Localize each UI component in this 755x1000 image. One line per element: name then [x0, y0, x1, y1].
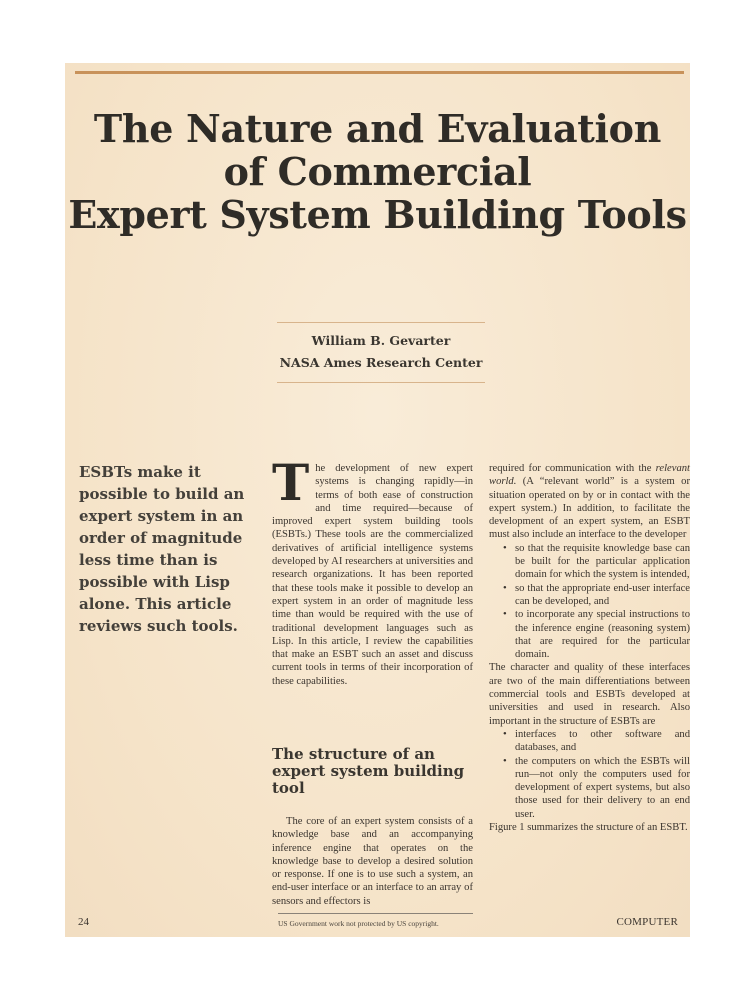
right-paragraph-3: Figure 1 summarizes the structure of an ESBT.: [489, 822, 688, 834]
journal-page: [65, 63, 690, 937]
right-paragraph-2: The character and quality of these interfaces are two of the main differentiations between commercial tools and ESBTs developed at universities and used in research. Also important in the structure of ESBTs are: [489, 662, 690, 727]
title-line-3: Expert System Building Tools: [68, 192, 687, 237]
intro-paragraph: [272, 453, 473, 688]
list-item-text: the computers on which the ESBTs will run—not only the computers used for development of expert systems, but also those used for their delivery to an end user.: [515, 755, 690, 820]
list-item-text: so that the appropriate end-user interface can be developed, and: [515, 582, 690, 607]
list-item-text: interfaces to other software and databases, and: [515, 728, 690, 754]
list-item: [503, 728, 690, 755]
list-item: [503, 582, 690, 609]
top-rule: [75, 71, 684, 74]
section-body: The core of an expert system consists of a knowledge base and an accompanying inference engine that operates on the knowledge base to develop a desired solution or response. If one is to use such a system, an end-user interface or an interface to an array of sensors and effectors is: [272, 816, 473, 907]
right-paragraph-1: [489, 462, 690, 542]
list-item: [503, 755, 690, 821]
byline-top-rule: [277, 322, 485, 323]
article-title: [65, 107, 690, 236]
bullet-icon: •: [503, 542, 507, 554]
developer-interface-list: [489, 542, 690, 662]
title-line-2: of Commercial: [223, 149, 532, 194]
list-item-text: so that the requisite knowledge base can be built for the particular application domain for which the system is intended,: [515, 542, 690, 581]
list-item: [503, 608, 690, 661]
title-line-1: The Nature and Evaluation: [93, 106, 662, 151]
intro-text: he development of new expert systems is changing rapidly—in terms of both ease of construction and time required—because of improved expert system building tools (ESBTs.) These tools are the commercialized derivatives of artificial intelligence systems developed by AI researchers at universities and research organizations. It has been reported that these tools make it possible to develop an expert system in an order of magnitude less time than would be required with the use of traditional development languages such as Lisp. In this article, I review the capabilities that make an ESBT such an asset and discuss current tools in terms of their incorporation of these capabilities.: [272, 463, 473, 687]
author-affiliation: NASA Ames Research Center: [279, 355, 483, 370]
author-name: William B. Gevarter: [311, 333, 451, 348]
bullet-icon: •: [503, 728, 507, 740]
para1-text-a: required for communication with the: [489, 463, 656, 474]
copyright-notice: US Government work not protected by US copyright.: [278, 919, 439, 928]
list-item: [503, 542, 690, 582]
byline: [277, 322, 485, 383]
footnote-rule: [278, 913, 473, 914]
bullet-icon: •: [503, 755, 507, 767]
pullquote: ESBTs make it possible to build an expert system in an order of magnitude less time than is possible with Lisp alone. This article reviews such tools.: [79, 463, 245, 635]
right-column: [489, 462, 690, 834]
page-number: 24: [78, 916, 89, 928]
para1-italic: relevant world.: [489, 463, 690, 488]
journal-name: COMPUTER: [616, 916, 678, 928]
list-item-text: to incorporate any special instructions to the inference engine (reasoning system) that are required for the particular domain.: [515, 609, 690, 661]
structure-list: [489, 728, 690, 821]
drop-cap: T: [272, 453, 310, 512]
bullet-icon: •: [503, 582, 507, 594]
para1-text-b: (A “relevant world” is a system or situation operated on by or in contact with the expert system.) In addition, to facilitate the development of an expert system, an ESBT must also include an interface to the developer: [489, 476, 690, 541]
section-heading: The structure of an expert system building tool: [272, 745, 465, 797]
intro-column: [272, 453, 473, 688]
bullet-icon: •: [503, 609, 507, 621]
byline-bottom-rule: [277, 382, 485, 383]
